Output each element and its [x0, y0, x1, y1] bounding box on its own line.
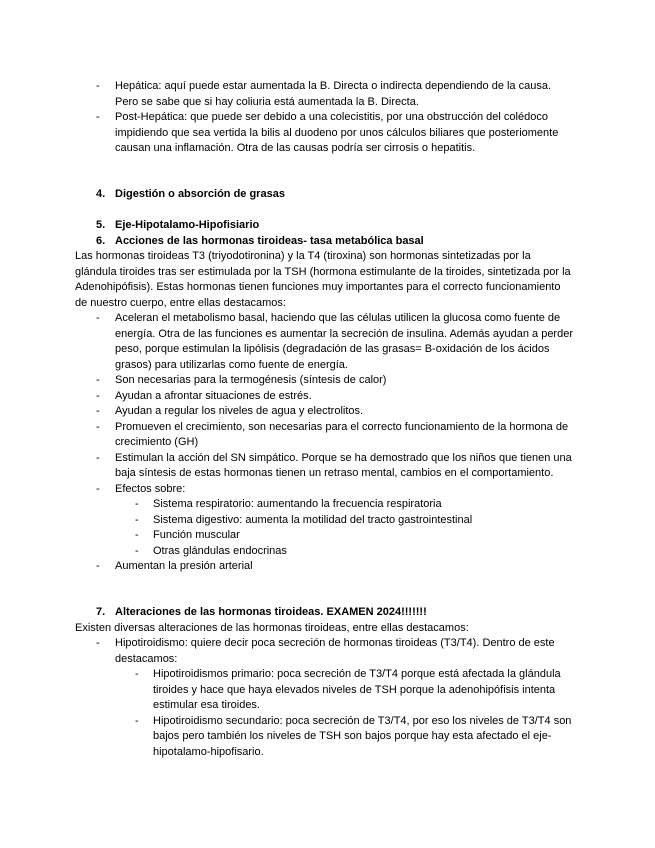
- list-item-label: Hipotiroidismo: quiere decir poca secreción de hormonas tiroideas (T3/T4). Dentro de este destacamos:: [115, 637, 555, 665]
- list-item: - Aumentan la presión arterial: [75, 559, 575, 575]
- section-title: Alteraciones de las hormonas tiroideas. EXAMEN 2024!!!!!!!: [115, 606, 427, 618]
- list-item-label: Efectos sobre:: [115, 482, 186, 495]
- section-title: Acciones de las hormonas tiroideas- tasa metabólica basal: [115, 234, 424, 247]
- list-item: - Ayudan a regular los niveles de agua y electrolitos.: [75, 404, 575, 420]
- list-item-hypothyroidism: [75, 636, 575, 760]
- section-intro-paragraph: Existen diversas alteraciones de las hormonas tiroideas, entre ellas destacamos:: [75, 621, 469, 634]
- sections-5-6: [75, 218, 575, 575]
- section-number: 5.: [96, 219, 106, 231]
- sub-list-item: - Hipotiroidismos primario: poca secreción de T3/T4 porque está afectada la glándula tiroides y hace que haya elevados niveles de TSH porque la adenohipófisis intenta estimular esa tiroides.: [115, 667, 575, 714]
- sub-list-item: - Sistema digestivo: aumenta la motilidad del tracto gastrointestinal: [115, 513, 575, 529]
- section-intro-paragraph: Las hormonas tiroideas T3 (triyodotironina) y la T4 (tiroxina) son hormonas sintetizadas por la glándula tiroides tras ser estimulada por la TSH (hormona estimulante de la tiroides, sintetizada por la Adenohipófisis). Estas hormonas tienen funciones muy importantes para el correcto funcionamiento de nuestro cuerpo, entre ellas destacamos:: [75, 250, 571, 309]
- section-number: 7.: [96, 606, 106, 618]
- list-item-effects: [75, 482, 575, 560]
- section-7: [75, 605, 575, 760]
- section-number: 6.: [96, 234, 106, 247]
- section-4: [75, 187, 575, 203]
- hypothyroidism-sublist: [115, 667, 575, 760]
- section-heading: [75, 218, 575, 234]
- bilirubin-list: [75, 79, 575, 157]
- list-item: - Ayudan a afrontar situaciones de estrés.: [75, 389, 575, 405]
- list-item: - Son necesarias para la termogénesis (síntesis de calor): [75, 373, 575, 389]
- section-heading: [75, 234, 575, 250]
- list-item: - Estimulan la acción del SN simpático. Porque se ha demostrado que los niños que tienen una baja síntesis de estas hormonas tienen un retraso mental, cambios en el comportamiento.: [75, 451, 575, 482]
- sub-list-item: - Función muscular: [115, 528, 575, 544]
- section-title: Eje-Hipotalamo-Hipofisiario: [115, 219, 260, 231]
- effects-sublist: [115, 497, 575, 559]
- section-title: Digestión o absorción de grasas: [115, 188, 285, 200]
- sub-list-item: - Otras glándulas endocrinas: [115, 544, 575, 560]
- thyroid-alterations-list: [75, 636, 575, 760]
- list-item: - Promueven el crecimiento, son necesarias para el correcto funcionamiento de la hormona de crecimiento (GH): [75, 420, 575, 451]
- list-item: - Aceleran el metabolismo basal, haciendo que las células utilicen la glucosa como fuente de energía. Otra de las funciones es aumentar la secreción de insulina. Además ayudan a perder peso, porque estimulan la lipólisis (degradación de las grasas= B-oxidación de los ácidos grasos) para utilizarlas como fuente de energía.: [75, 311, 575, 373]
- section-heading: [75, 187, 575, 203]
- bilirubin-list-block: [75, 79, 575, 157]
- sub-list-item: - Hipotiroidismo secundario: poca secreción de T3/T4, por eso los niveles de T3/T4 son bajos pero también los niveles de TSH son bajos porque hay esta afectado el eje-hipotalamo-hipofisario.: [115, 714, 575, 761]
- list-item: - Post-Hepática: que puede ser debido a una colecistitis, por una obstrucción del colédoco impidiendo que sea vertida la bilis al duodeno por unos cálculos biliares que posteriomente causan una inflamación. Otra de las causas podría ser cirrosis o hepatitis.: [75, 110, 575, 157]
- section-heading: [75, 605, 575, 621]
- sub-list-item: - Sistema respiratorio: aumentando la frecuencia respiratoria: [115, 497, 575, 513]
- list-item: - Hepática: aquí puede estar aumentada la B. Directa o indirecta dependiendo de la causa. Pero se sabe que si hay coliuria está aumentada la B. Directa.: [75, 79, 575, 110]
- section-number: 4.: [96, 188, 106, 200]
- thyroid-actions-list: [75, 311, 575, 575]
